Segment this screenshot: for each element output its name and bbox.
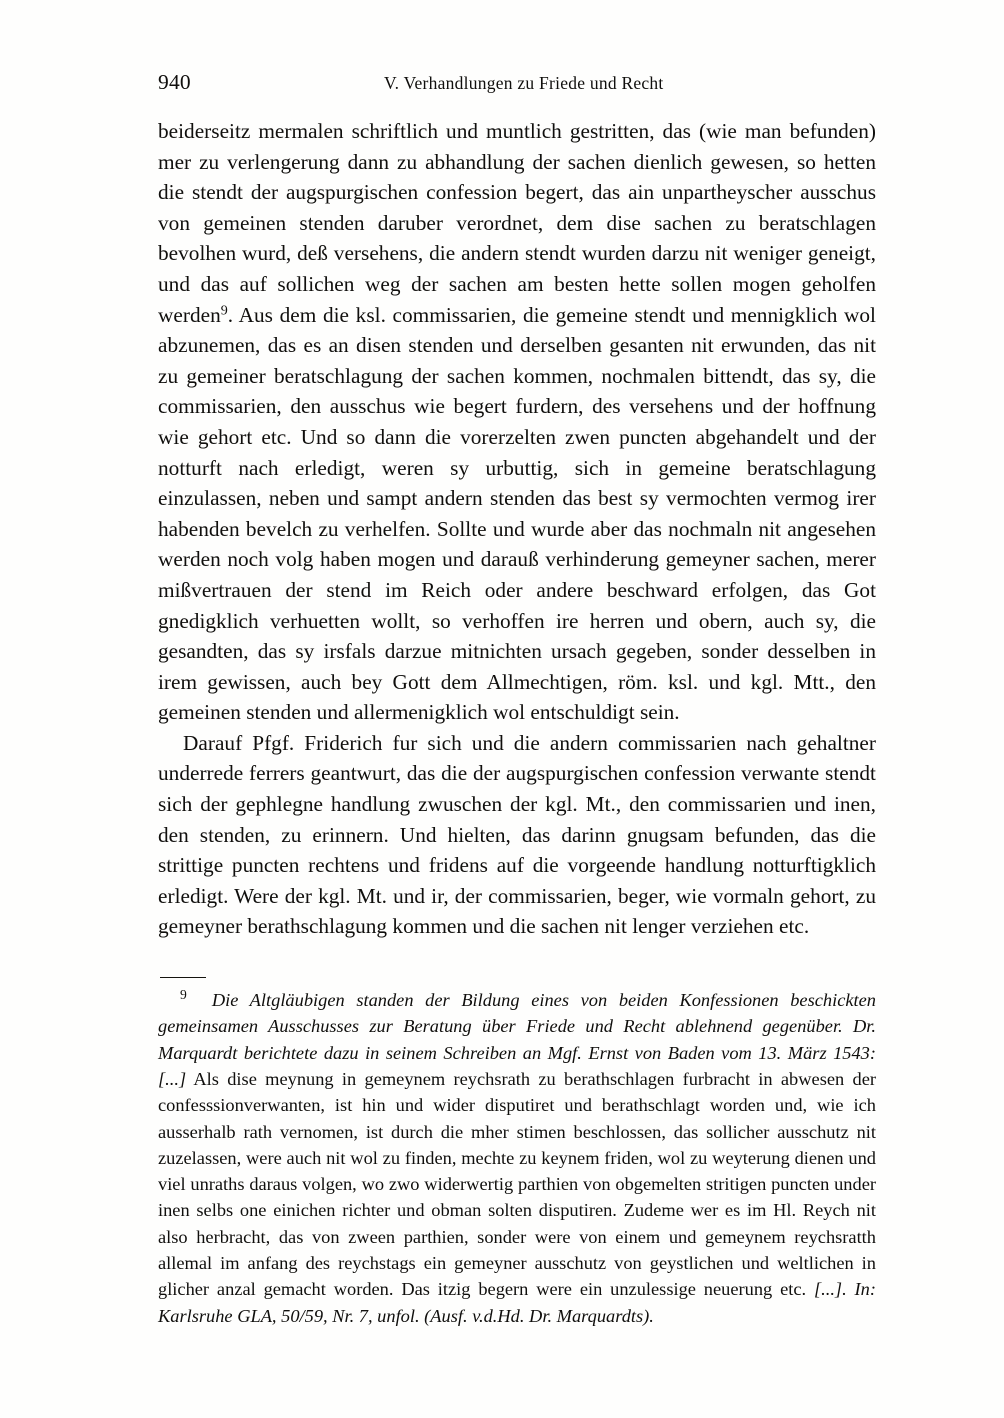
footnote-number: 9 bbox=[180, 987, 187, 1003]
page-number: 940 bbox=[158, 70, 191, 94]
running-title: V. Verhandlungen zu Friede und Recht bbox=[384, 73, 664, 93]
paragraph bbox=[158, 116, 876, 728]
body-text bbox=[158, 116, 876, 942]
running-head bbox=[158, 72, 876, 116]
page-content-column bbox=[158, 0, 876, 1329]
footnote-text-italic-source: [...]. In: Karlsruhe GLA, 50/59, Nr. 7, unfol. (Ausf. v.d.Hd. Dr. Marquardts). bbox=[158, 1279, 876, 1326]
paragraph-text-continued: . Aus dem die ksl. commissarien, die gemeine stendt und mennigklich wol abzunemen, das es an disen stenden und derselben gesanten nit erwunden, das nit zu gemeiner beratschlagung der sachen kommen, nochmalen bittendt, das sy, die commissarien, den ausschus wie begert furdern, des versehens und der hoffnung wie gehort etc. Und so dann die vorerzelten zwen puncten abgehandelt und der notturft nach erledigt, weren sy urbuttig, sich in gemeine beratschlagung einzulassen, neben und sampt andern stenden das best sy vermochten vermog irer habenden bevelch zu verhelfen. Sollte und wurde aber das nochmaln nit angesehen werden noch volg haben mogen und darauß verhinderung gemeyner sachen, merer mißvertrauen der stend im Reich oder andere beschward erfolgen, das Got gnedigklich verhuetten wollt, so verhoffen ire herren und obern, auch sy, die gesandten, das sy irsfals darzue mitnichten ursach gegeben, sonder desselben in irem gewissen, auch bey Gott dem Allmechtigen, röm. ksl. und kgl. Mtt., den gemeinen stenden und allermenigklich wol entschuldigt sein. bbox=[158, 302, 876, 725]
paragraph-text: Darauf Pfgf. Friderich fur sich und die andern commissarien nach gehaltner underrede ferrers geantwurt, das die der augspurgischen confession verwante stendt sich der gephlegne handlung zwuschen der kgl. Mt., den commissarien und inen, den stenden, zu erinnern. Und hielten, das darinn gnugsam befunden, das die strittige puncten rechtens und fridens auf die vorgeende handlung notturftigklich erledigt. Were der kgl. Mt. und ir, der commissarien, beger, wie vormaln gehort, zu gemeyner berathschlagung kommen und die sachen nit lenger verziehen etc. bbox=[158, 730, 876, 939]
footnote-text-italic-lead: Die Altgläubigen standen der Bildung eines von beiden Konfessionen beschickten gemeinsamen Ausschusses zur Beratung über Friede und Recht ablehnend gegenüber. Dr. Marquardt berichtete dazu in seinem Schreiben an Mgf. Ernst von Baden vom 13. März 1543: [...] bbox=[158, 990, 876, 1089]
footnote-text-roman: Als dise meynung in gemeynem reychsrath zu berathschlagen furbracht in abwesen der confesssionverwanten, ist hin und wider disputiret und berathschlagt worden und, wie ich ausserhalb rath vernomen, ist durch die mher stimen beschlossen, das sollicher ausschutz nit zuzelassen, were auch nit wol zu finden, mechte zu keynem friden, wol zu weyterung dienen und viel unraths daraus volgen, wo zwo widerwertig parthien von obgemelten stritigen puncten under inen selbs one einichen richter und obman solten disputiren. Zudeme wer es im Hl. Reych nit also herbracht, das von zween parthien, sonder were von einem und gemeynem reychsratth allemal im anfang des reychstags ein gemeyner ausschutz von geystlichen und weltlichen in glicher anzal gemacht worden. Das itzig begern were ein unzulessige neuerung etc. bbox=[158, 1068, 876, 1300]
paragraph bbox=[158, 728, 876, 942]
paragraph-text: beiderseitz mermalen schriftlich und muntlich gestritten, das (wie man befunden) mer zu verlengerung dann zu abhandlung der sachen dienlich gewesen, so hetten die stendt der augspurgischen confession begert, das ain unpartheyscher ausschus von gemeinen stenden daruber verordnet, dem dise sachen zu beratschlagen bevolhen wurd, deß versehens, die andern stendt wurden darzu nit weniger geneigt, und das auf sollichen weg der sachen am besten hette sollen mogen geholfen werden bbox=[158, 119, 876, 327]
footnote-item bbox=[158, 987, 876, 1329]
footnote-block bbox=[158, 977, 876, 1329]
footnote-reference-marker[interactable]: 9 bbox=[220, 302, 228, 319]
footnote-separator-rule bbox=[160, 977, 206, 978]
